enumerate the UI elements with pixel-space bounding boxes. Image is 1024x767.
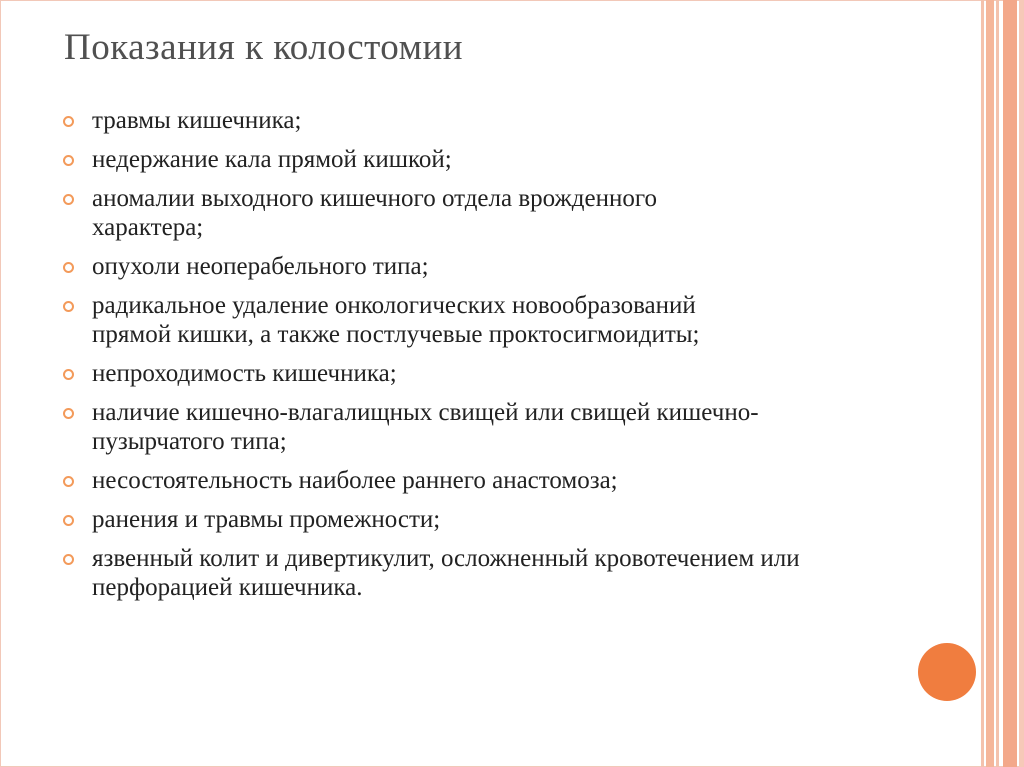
list-item [60, 252, 920, 281]
bullet-circle-icon [63, 116, 74, 127]
list-item-text: опухоли неоперабельного типа; [92, 253, 429, 280]
list-item [60, 544, 852, 602]
bullet-circle-icon [63, 194, 74, 205]
list-item-text: радикальное удаление онкологических новообразований прямой кишки, а также постлучевые проктосигмоидиты; [92, 292, 700, 348]
bullet-circle-icon [63, 515, 74, 526]
bullet-circle-icon [63, 476, 74, 487]
list-item [60, 505, 920, 534]
list-item [60, 145, 920, 174]
decor-circle-icon [918, 643, 976, 701]
bullet-list [60, 106, 920, 612]
list-item [60, 466, 920, 495]
decor-stripe [981, 0, 984, 767]
bullet-circle-icon [63, 262, 74, 273]
bullet-circle-icon [63, 155, 74, 166]
list-item [60, 398, 812, 456]
decor-stripe [986, 0, 994, 767]
list-item-text: непроходимость кишечника; [92, 360, 397, 387]
list-item-text: язвенный колит и дивертикулит, осложненный кровотечением или перфорацией кишечника. [92, 545, 800, 601]
list-item-text: наличие кишечно-влагалищных свищей или свищей кишечно-пузырчатого типа; [92, 399, 759, 455]
decor-stripe [1019, 0, 1024, 767]
decor-stripe [996, 0, 999, 767]
bullet-circle-icon [63, 554, 74, 565]
list-item [60, 106, 920, 135]
list-item-text: несостоятельность наиболее раннего анастомоза; [92, 467, 618, 494]
decor-stripe [1003, 0, 1017, 767]
list-item-text: аномалии выходного кишечного отдела врожденного характера; [92, 185, 658, 241]
list-item-text: травмы кишечника; [92, 107, 302, 134]
bullet-circle-icon [63, 408, 74, 419]
bullet-circle-icon [63, 369, 74, 380]
list-item-text: ранения и травмы промежности; [92, 506, 441, 533]
list-item [60, 291, 772, 349]
slide-title: Показания к колостомии [64, 27, 464, 68]
list-item-text: недержание кала прямой кишкой; [92, 146, 452, 173]
list-item [60, 184, 732, 242]
bullet-circle-icon [63, 301, 74, 312]
list-item [60, 359, 920, 388]
